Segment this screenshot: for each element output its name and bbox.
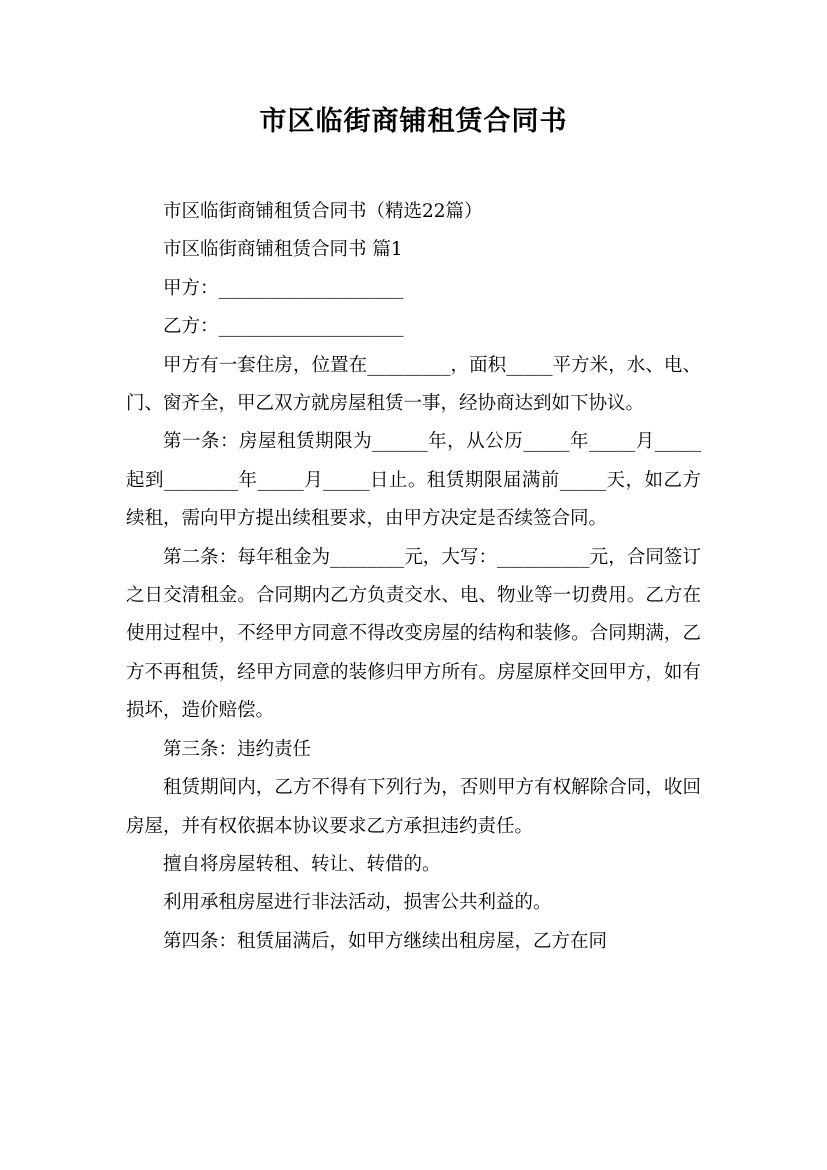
paragraph-article-1: 第一条：房屋租赁期限为______年，从公历_____年_____月_____起到________年_____月_____日止。租赁期限届满前_____天，如乙方续租，需向甲方提出续租要求，由甲方决定是否续签合同。	[126, 431, 701, 530]
document-title: 市区临街商铺租赁合同书	[259, 106, 568, 137]
paragraph-article-4: 第四条：租赁届满后，如甲方继续出租房屋，乙方在同	[163, 930, 608, 952]
paragraph-violation-2: 利用承租房屋进行非法活动，损害公共利益的。	[163, 892, 552, 914]
paragraph-article-3-heading: 第三条：违约责任	[163, 738, 312, 760]
document-body	[126, 193, 701, 961]
paragraph-violation-1: 擅自将房屋转租、转让、转借的。	[163, 853, 441, 875]
paragraph-article-3-body: 租赁期间内，乙方不得有下列行为，否则甲方有权解除合同，收回房屋，并有权依据本协议要求乙方承担违约责任。	[126, 777, 701, 837]
paragraph-party-b: 乙方：____________________	[163, 316, 404, 338]
paragraph-property-description: 甲方有一套住房，位置在_________，面积_____平方米，水、电、门、窗齐全，甲乙双方就房屋租赁一事，经协商达到如下协议。	[126, 354, 701, 415]
paragraph-subtitle: 市区临街商铺租赁合同书（精选22篇）	[163, 201, 483, 222]
paragraph-party-a: 甲方：____________________	[163, 277, 404, 299]
paragraph-article-2: 第二条：每年租金为________元，大写：__________元，合同签订之日交清租金。合同期内乙方负责交水、电、物业等一切费用。乙方在使用过程中，不经甲方同意不得改变房屋的结构和装修。合同期满，乙方不再租赁，经甲方同意的装修归甲方所有。房屋原样交回甲方，如有损坏，造价赔偿。	[126, 546, 701, 722]
paragraph-section-heading: 市区临街商铺租赁合同书 篇1	[163, 239, 403, 261]
